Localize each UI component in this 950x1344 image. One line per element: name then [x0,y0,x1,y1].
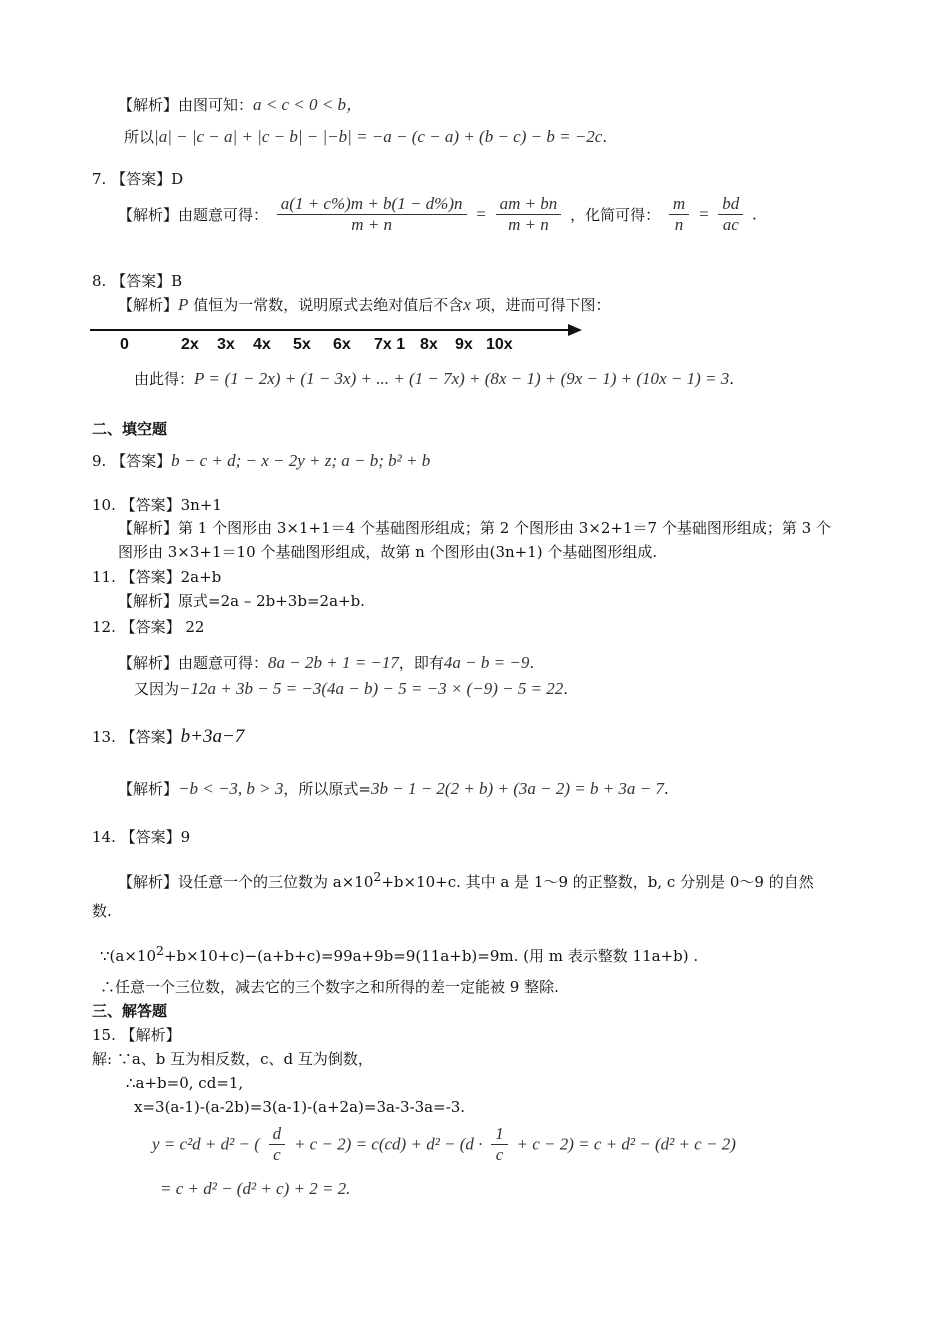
q7-equals-2: = [697,204,710,224]
q7-fraction-3 [669,194,689,235]
q8-x-symbol: x [463,295,471,314]
q7-analysis-text: 【解析】由题意可得： [118,206,269,224]
q13-inequality: −b < −3, b > 3 [178,779,284,798]
q7-fraction-4-denominator: ac [722,215,739,234]
q8-result-line [134,368,734,390]
q15-line1: 解: ∵a、b 互为相反数，c、d 互为倒数， [92,1050,373,1068]
section-fill-in-blank-heading: 二、填空题 [92,420,168,438]
q13-analysis-label: 【解析】 [118,780,179,798]
q7-fraction-1-numerator: a(1 + c%)m + b(1 − d%)n [277,194,467,215]
q11-analysis: 【解析】原式=2a – 2b+3b=2a+b. [118,592,365,610]
q6-abs-expression: |a| − |c − a| + |c − b| − |−b| = −a − (c − a) + (b − c) − b = −2c [154,127,603,146]
q8-analysis-line1 [118,294,611,316]
number-line-tick-5x: 5x [293,336,311,353]
number-line-tick-3x: 3x [217,336,235,353]
q8-answer: 8. 【答案】B [92,272,183,290]
q7-fraction-1-denominator: m + n [351,215,393,234]
q14-analysis-text-1: 【解析】设任意一个的三位数为 a×10 [118,873,374,891]
q6-analysis-text: 【解析】由图可知： [118,96,254,114]
q14-analysis-line1 [118,866,814,893]
q8-result-text: 由此得： [134,370,195,388]
q13-analysis-line [118,778,669,800]
q7-fraction-2 [496,194,562,235]
number-line-tick-6x: 6x [333,336,351,353]
q15-y-part-2: + c − 2) = c(cd) + d² − (d · [293,1134,483,1154]
q14-exponent-2: 2 [156,943,164,958]
q13-answer-label: 13. 【答案】 [92,728,181,746]
q15-line3: x=3(a-1)-(a-2b)=3(a-1)-(a+2a)=3a-3-3a=-3. [134,1098,466,1116]
q7-fraction-3-numerator: m [669,194,689,215]
q6-analysis-line2 [124,126,607,148]
q14-analysis-text-2: +b×10+c. 其中 a 是 1～9 的正整数，b, c 分别是 0～9 的自然 [381,873,814,891]
q14-exponent: 2 [373,869,382,884]
q8-analysis-text-1: 值恒为一常数，说明原式去绝对值后不含 [193,296,464,314]
q12-period-2: . [563,680,569,698]
q8-analysis-text-2: 项，进而可得下图： [475,296,611,314]
q15-y-equation [152,1124,736,1165]
q10-answer: 10. 【答案】3n+1 [92,496,222,514]
number-line-tick-4x: 4x [253,336,271,353]
q15-answer: 15. 【解析】 [92,1026,181,1044]
q15-y-result [160,1178,350,1200]
section-solution-heading: 三、解答题 [92,1002,168,1020]
q14-analysis-line2: 数. [92,902,112,920]
q14-because-text: ∵(a×10 [100,947,156,965]
q12-analysis-line1 [118,652,534,674]
q8-period: . [729,370,734,388]
q9-answer-expression: b − c + d; − x − 2y + z; a − b; b² + b [171,451,431,470]
q13-answer-line [92,726,244,748]
number-line-tick-0: 0 [120,336,129,353]
q9-answer-label: 9. 【答案】 [92,452,172,470]
q7-fraction-4-numerator: bd [718,194,743,215]
q15-y-part-1: y = c²d + d² − ( [152,1134,260,1154]
q12-equation-2: 4a − b = −9 [443,653,530,672]
q10-analysis-line1: 【解析】第 1 个图形由 3×1+1＝4 个基础图形组成；第 2 个图形由 3×2+1＝7 个基础图形组成；第 3 个 [118,519,831,537]
q6-so-text: 所以 [124,128,155,146]
q7-fraction-2-denominator: m + n [508,215,549,234]
q13-simplified-expression: 3b − 1 − 2(2 + b) + (3a − 2) = b + 3a − 7 [370,779,664,798]
q15-y-result-expression: = c + d² − (d² + c) + 2 = 2. [160,1179,351,1198]
q7-answer: 7. 【答案】D [92,170,184,188]
q8-p-equals: P = [194,369,220,388]
q12-equation-1: 8a − 2b + 1 = −17 [268,653,399,672]
q15-fraction-1-over-c [491,1124,508,1165]
q14-answer: 14. 【答案】9 [92,828,191,846]
q13-period: . [663,780,669,798]
q15-fraction-d-numerator: d [269,1124,286,1145]
q6-period: . [602,128,608,146]
q12-equation-3: −12a + 3b − 5 = −3(4a − b) − 5 = −3 × (−9) − 5 = 22 [179,679,564,698]
q8-analysis-label: 【解析】 [118,296,179,314]
q13-answer-expression: b+3a−7 [180,726,245,747]
q10-analysis-line2: 图形由 3×3+1＝10 个基础图形组成，故第 n 个图形由(3n+1) 个基础图形组成. [118,543,658,561]
q15-line2: ∴a+b=0, cd=1, [126,1074,244,1092]
q12-analysis-text: 【解析】由题意可得： [118,654,269,672]
q7-fraction-4 [718,194,743,235]
q12-period-1: . [529,654,535,672]
q7-analysis [118,194,757,235]
number-line-tick-10x: 10x [486,336,513,353]
q7-period: . [752,205,757,224]
q6-order-expression: a < c < 0 < b， [253,95,363,114]
q15-y-part-3: + c − 2) = c + d² − (d² + c − 2) [516,1134,736,1154]
number-line-tick-9x: 9x [455,336,473,353]
q7-simplify-text: ，化简可得： [570,206,661,224]
q15-fraction-d-denominator: c [273,1145,281,1164]
q6-analysis-line1 [118,94,363,116]
q8-number-line [90,320,590,360]
q13-so-text: ，所以原式= [283,780,371,798]
q14-because-text-2: +b×10+c)−(a+b+c)=99a+9b=9(11a+b)=9m. (用 m 表示整数 11a+b) . [163,947,699,965]
q12-analysis-line2 [134,678,568,700]
q15-fraction-d-over-c [269,1124,286,1165]
number-line-tick-8x: 8x [420,336,438,353]
q12-because-text: 又因为 [134,680,180,698]
q12-hence-text: ，即有 [398,654,444,672]
q7-fraction-1 [277,194,467,235]
q8-p-symbol: P [178,295,189,314]
q11-answer: 11. 【答案】2a+b [92,568,222,586]
q14-conclusion: ∴任意一个三位数，减去它的三个数字之和所得的差一定能被 9 整除. [100,978,559,996]
q14-analysis-line3 [100,940,698,967]
q7-equals: = [475,204,487,224]
q12-answer: 12. 【答案】 22 [92,618,205,636]
q15-fraction-1-denominator: c [495,1145,504,1164]
number-line-tick-7x1: 7x 1 [374,336,406,353]
q9-answer-line [92,450,430,472]
q8-result-expression: (1 − 2x) + (1 − 3x) + ... + (1 − 7x) + (8x − 1) + (9x − 1) + (10x − 1) = 3 [224,369,730,388]
q7-fraction-2-numerator: am + bn [496,194,562,215]
number-line-tick-2x: 2x [181,336,199,353]
q15-fraction-1-numerator: 1 [491,1124,508,1145]
q7-fraction-3-denominator: n [674,215,684,234]
